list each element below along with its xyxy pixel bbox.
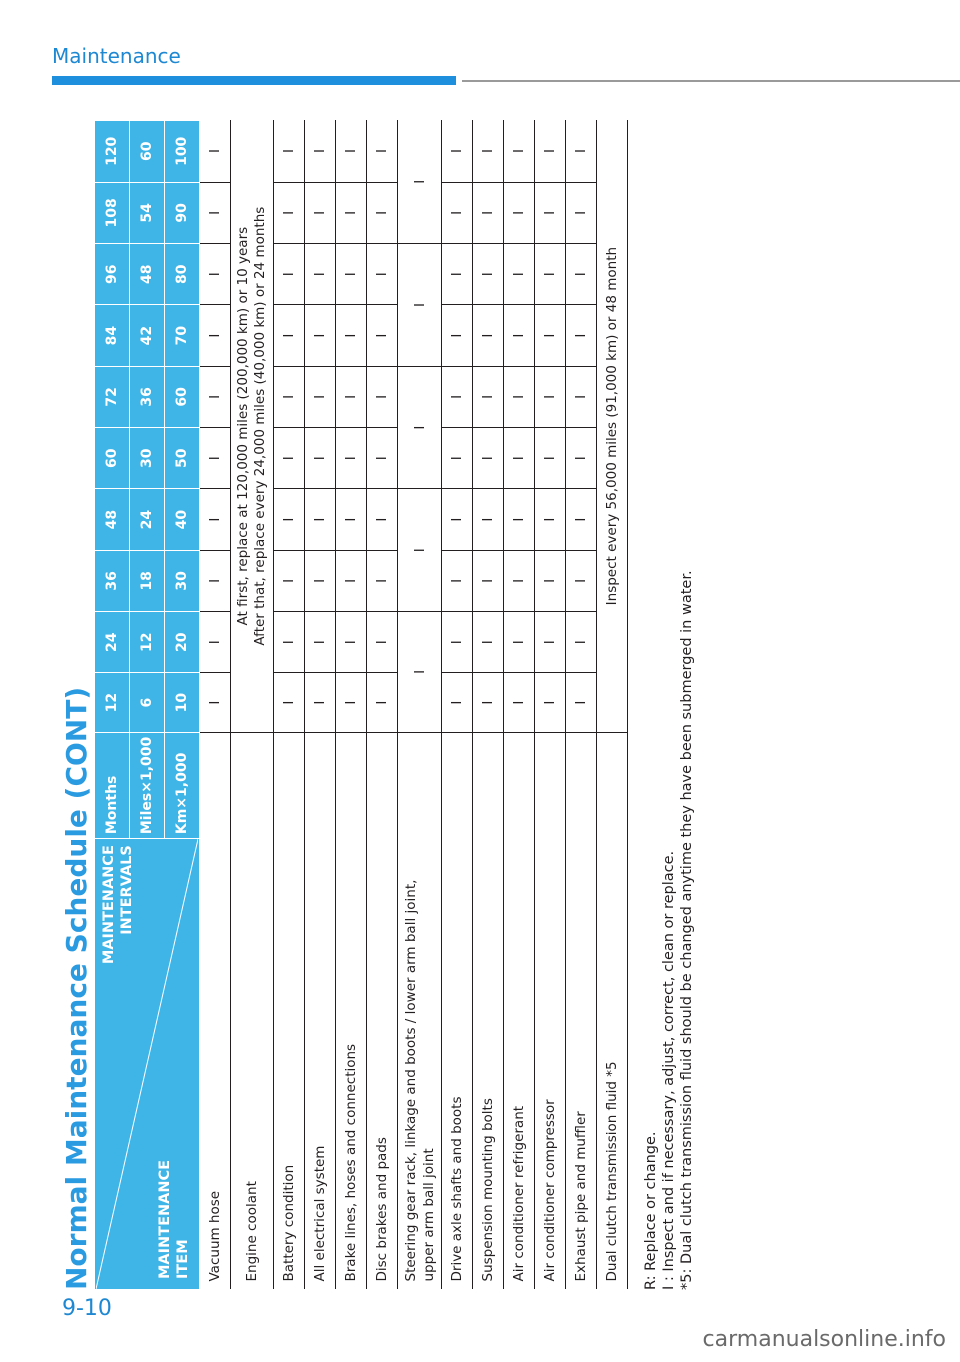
header-rule [462,80,960,82]
schedule-cell: I [473,305,504,366]
schedule-cell: I [535,305,566,366]
schedule-cell: I [442,612,473,673]
schedule-cell: I [305,673,336,732]
schedule-cell: I [566,305,597,366]
schedule-cell: I [442,366,473,427]
schedule-cell: I [504,489,535,550]
schedule-cell: I [473,182,504,244]
km-cell: 30 [165,550,200,611]
schedule-cell: I [473,428,504,489]
schedule-cell: I [367,305,398,366]
schedule-cell: I [367,489,398,550]
schedule-cell: I [367,366,398,427]
schedule-cell: I [305,305,336,366]
footnote-5: *5: Dual clutch transmission fluid should be changed anytime they have been submerged in water. [679,570,695,1290]
schedule-cell: I [200,489,231,550]
item-name: Drive axle shafts and boots [442,732,473,1289]
schedule-cell: I [305,121,336,183]
item-name: Steering gear rack, linkage and boots / lower arm ball joint, upper arm ball joint [398,732,442,1289]
schedule-cell: I [398,489,442,612]
miles-cell: 42 [130,305,165,366]
km-cell: 80 [165,244,200,305]
miles-cell: 48 [130,244,165,305]
schedule-cell: I [473,121,504,183]
schedule-cell: I [274,121,305,183]
table-row [274,121,305,1290]
schedule-cell: I [200,550,231,611]
schedule-cell: I [200,673,231,732]
months-cell: 60 [95,428,130,489]
km-cell: 20 [165,612,200,673]
schedule-cell: I [367,428,398,489]
table-row [442,121,473,1290]
schedule-cell: I [442,673,473,732]
schedule-cell: I [535,428,566,489]
item-name: Battery condition [274,732,305,1289]
schedule-cell: I [367,612,398,673]
item-name: Suspension mounting bolts [473,732,504,1289]
schedule-cell: I [336,305,367,366]
schedule-cell: I [305,244,336,305]
schedule-cell: I [535,673,566,732]
table-row [504,121,535,1290]
schedule-cell: I [305,550,336,611]
schedule-cell: I [473,550,504,611]
schedule-cell: I [305,428,336,489]
page-title: Normal Maintenance Schedule (CONT) [60,686,93,1290]
schedule-cell: I [566,428,597,489]
schedule-cell: I [442,121,473,183]
watermark: carmanualsonline.info [702,1327,946,1352]
corner-item-label: MAINTENANCE ITEM [157,1159,191,1279]
item-name: Air conditioner compressor [535,732,566,1289]
schedule-cell: I [504,244,535,305]
corner-intervals-label: MAINTENANCE INTERVALS [101,845,135,965]
miles-cell: 60 [130,121,165,183]
months-cell: 108 [95,182,130,244]
km-cell: 10 [165,673,200,732]
schedule-cell: I [200,428,231,489]
miles-cell: 30 [130,428,165,489]
schedule-cell: I [504,305,535,366]
item-name: All electrical system [305,732,336,1289]
km-cell: 60 [165,366,200,427]
schedule-cell: I [305,612,336,673]
km-cell: 50 [165,428,200,489]
schedule-cell: I [336,366,367,427]
schedule-cell: I [336,550,367,611]
schedule-cell: I [398,366,442,489]
schedule-cell: I [504,673,535,732]
miles-cell: 24 [130,489,165,550]
schedule-cell: I [442,550,473,611]
schedule-cell: I [336,612,367,673]
schedule-cell: I [535,550,566,611]
schedule-cell: I [535,489,566,550]
table-row [597,121,628,1290]
km-cell: 90 [165,182,200,244]
item-name: Dual clutch transmission fluid *5 [597,732,628,1289]
schedule-cell: I [274,182,305,244]
schedule-cell: I [442,244,473,305]
schedule-cell: I [473,489,504,550]
months-cell: 84 [95,305,130,366]
schedule-cell: I [274,305,305,366]
months-cell: 96 [95,244,130,305]
schedule-cell: I [473,612,504,673]
footnotes [642,120,696,1290]
schedule-cell: I [274,673,305,732]
schedule-cell: I [566,673,597,732]
page-number: 9-10 [62,1296,112,1321]
table-row [367,121,398,1290]
schedule-cell: I [305,182,336,244]
schedule-cell: I [274,366,305,427]
schedule-cell: I [200,244,231,305]
schedule-cell: I [442,305,473,366]
item-name: Air conditioner refrigerant [504,732,535,1289]
footnote-r: R: Replace or change. [643,1131,659,1290]
schedule-cell: I [535,182,566,244]
engine-coolant-note: At first, replace at 120,000 miles (200,000 km) or 10 years After that, replace every 24,000 miles (40,000 km) or 24 months [231,121,274,733]
km-cell: 40 [165,489,200,550]
schedule-cell: I [200,612,231,673]
months-cell: 48 [95,489,130,550]
schedule-cell: I [473,366,504,427]
schedule-cell: I [336,673,367,732]
schedule-cell: I [566,612,597,673]
km-cell: 100 [165,121,200,183]
schedule-cell: I [200,121,231,183]
months-cell: 120 [95,121,130,183]
schedule-cell: I [566,244,597,305]
schedule-cell: I [504,366,535,427]
schedule-cell: I [566,182,597,244]
months-cell: 12 [95,673,130,732]
miles-cell: 54 [130,182,165,244]
table-row [566,121,597,1290]
dct-fluid-note: Inspect every 56,000 miles (91,000 km) or 48 month [597,121,628,733]
schedule-cell: I [504,612,535,673]
table-row [200,121,231,1290]
schedule-cell: I [442,182,473,244]
table-row [336,121,367,1290]
schedule-cell: I [504,182,535,244]
row-header-miles: Miles×1,000 [130,732,165,838]
item-name: Exhaust pipe and muffler [566,732,597,1289]
miles-cell: 12 [130,612,165,673]
table-row [305,121,336,1290]
schedule-cell: I [398,121,442,244]
months-cell: 36 [95,550,130,611]
months-cell: 24 [95,612,130,673]
schedule-cell: I [566,550,597,611]
schedule-cell: I [274,489,305,550]
schedule-cell: I [566,489,597,550]
schedule-cell: I [504,550,535,611]
schedule-cell: I [535,244,566,305]
schedule-cell: I [274,550,305,611]
schedule-cell: I [398,612,442,733]
schedule-cell: I [200,366,231,427]
miles-cell: 6 [130,673,165,732]
schedule-cell: I [566,366,597,427]
row-header-km: Km×1,000 [165,732,200,838]
item-name: Disc brakes and pads [367,732,398,1289]
schedule-cell: I [535,366,566,427]
schedule-cell: I [367,550,398,611]
schedule-cell: I [200,182,231,244]
maintenance-schedule-table [94,120,628,1290]
header-row-months [95,121,130,1290]
schedule-cell: I [442,428,473,489]
header-accent-bar [52,76,456,85]
schedule-cell: I [535,612,566,673]
months-cell: 72 [95,366,130,427]
schedule-cell: I [305,489,336,550]
schedule-cell: I [442,489,473,550]
schedule-cell: I [367,182,398,244]
schedule-cell: I [200,305,231,366]
schedule-cell: I [473,673,504,732]
schedule-cell: I [336,244,367,305]
table-row [535,121,566,1290]
schedule-cell: I [367,673,398,732]
schedule-cell: I [398,244,442,367]
schedule-cell: I [473,244,504,305]
schedule-cell: I [535,121,566,183]
schedule-cell: I [336,489,367,550]
table-corner-header [95,839,200,1290]
schedule-cell: I [504,121,535,183]
footnote-i: I : Inspect and if necessary, adjust, correct, clean or replace. [661,850,677,1290]
rotated-page-content [52,120,695,1290]
schedule-cell: I [274,244,305,305]
section-header: Maintenance [52,44,181,68]
schedule-cell: I [504,428,535,489]
schedule-cell: I [274,612,305,673]
km-cell: 70 [165,305,200,366]
schedule-cell: I [566,121,597,183]
item-name: Vacuum hose [200,732,231,1289]
schedule-cell: I [336,121,367,183]
schedule-cell: I [274,428,305,489]
schedule-cell: I [305,366,336,427]
schedule-cell: I [367,244,398,305]
schedule-cell: I [367,121,398,183]
item-name: Engine coolant [231,732,274,1289]
miles-cell: 36 [130,366,165,427]
item-name: Brake lines, hoses and connections [336,732,367,1289]
table-row [398,121,442,1290]
table-row [473,121,504,1290]
table-row [231,121,274,1290]
miles-cell: 18 [130,550,165,611]
row-header-months: Months [95,732,130,838]
schedule-cell: I [336,428,367,489]
schedule-cell: I [336,182,367,244]
